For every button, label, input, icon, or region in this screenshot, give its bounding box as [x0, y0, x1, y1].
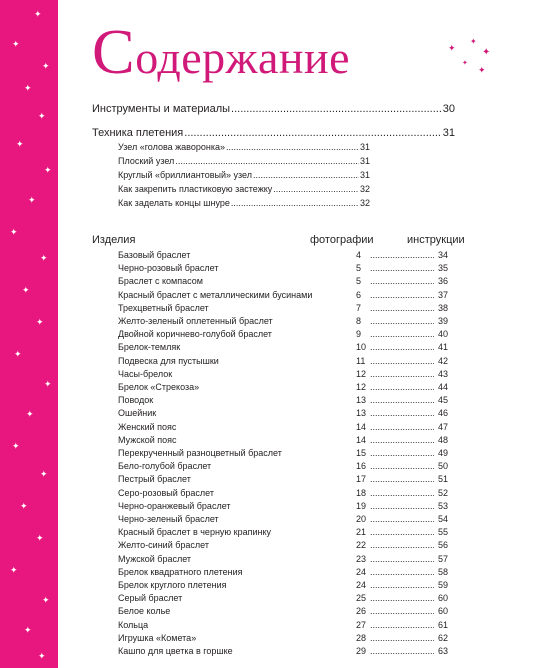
- product-photo-page: 28: [356, 632, 367, 643]
- product-instruction-page: 58: [437, 566, 448, 577]
- dot-leader: [370, 263, 434, 273]
- product-name: Красный браслет в черную крапинку: [118, 527, 272, 538]
- product-instruction-page: 53: [437, 500, 448, 511]
- dot-leader: [253, 171, 359, 180]
- dot-leader: [370, 250, 434, 260]
- product-name: Мужской браслет: [118, 553, 192, 564]
- product-name: Брелок круглого плетения: [118, 580, 227, 590]
- page-title: Содержание: [92, 16, 351, 87]
- product-name: Трехцветный браслет: [118, 302, 209, 313]
- product-name: Двойной коричнево-голубой браслет: [118, 329, 272, 340]
- product-photo-page: 15: [356, 448, 367, 458]
- product-name: Черно-зеленый браслет: [118, 514, 219, 524]
- toc-subentry-label: Как закрепить пластиковую застежку: [118, 184, 273, 194]
- product-row: [118, 554, 448, 566]
- product-row: [118, 395, 448, 407]
- product-photo-page: 23: [356, 553, 367, 564]
- product-row: [118, 263, 448, 275]
- product-instruction-page: 55: [437, 527, 448, 538]
- product-instruction-page: 48: [437, 434, 448, 445]
- product-instruction-page: 39: [437, 316, 448, 326]
- star-icon: ✦: [10, 227, 18, 237]
- toc-subentry: [118, 143, 370, 152]
- toc-subentry-page: 31: [359, 142, 370, 152]
- products-header: [92, 234, 477, 248]
- dot-leader: [370, 620, 434, 630]
- product-row: [118, 593, 448, 605]
- product-photo-page: 5: [356, 263, 362, 274]
- product-photo-page: 26: [356, 606, 367, 617]
- toc-subentry-label: Плоский узел: [118, 156, 175, 166]
- product-row: [118, 290, 448, 302]
- star-icon: ✦: [42, 61, 50, 71]
- product-row: [118, 448, 448, 460]
- product-photo-page: 4: [356, 250, 362, 260]
- product-instruction-page: 42: [437, 355, 448, 366]
- dot-leader: [370, 567, 434, 577]
- star-icon: ✦: [36, 317, 44, 327]
- product-instruction-page: 45: [437, 395, 448, 406]
- dot-leader: [226, 143, 359, 152]
- star-icon: ✦: [448, 43, 456, 53]
- dot-leader: [370, 382, 434, 392]
- product-row: [118, 474, 448, 486]
- dot-leader: [370, 514, 434, 524]
- product-name: Подвеска для пустышки: [118, 355, 219, 366]
- product-name: Желто-зеленый оплетенный браслет: [118, 316, 273, 326]
- product-row: [118, 382, 448, 394]
- product-instruction-page: 57: [437, 553, 448, 564]
- product-instruction-page: 61: [437, 619, 448, 630]
- product-name: Базовый браслет: [118, 250, 191, 260]
- product-instruction-page: 52: [437, 487, 448, 498]
- dot-leader: [273, 185, 359, 194]
- product-instruction-page: 60: [437, 593, 448, 604]
- product-photo-page: 14: [356, 434, 367, 445]
- toc-subentry: [118, 171, 370, 180]
- column-photos-header: фотографии: [310, 234, 374, 246]
- product-row: [118, 250, 448, 262]
- products-heading: Изделия: [92, 234, 136, 246]
- star-icon: ✦: [44, 165, 52, 175]
- dot-leader: [370, 329, 434, 339]
- star-icon: ✦: [10, 565, 18, 575]
- star-icon: ✦: [12, 441, 20, 451]
- product-instruction-page: 49: [437, 448, 448, 458]
- product-photo-page: 18: [356, 487, 367, 498]
- product-photo-page: 7: [356, 302, 362, 313]
- toc-entry-label: Техника плетения: [92, 127, 184, 139]
- product-name: Черно-розовый браслет: [118, 263, 219, 274]
- product-photo-page: 14: [356, 421, 367, 432]
- product-name: Серый браслет: [118, 593, 183, 604]
- dot-leader: [370, 342, 434, 352]
- product-instruction-page: 38: [437, 302, 448, 313]
- dot-leader: [370, 488, 434, 498]
- product-photo-page: 13: [356, 395, 367, 406]
- star-icon: ✦: [38, 111, 46, 121]
- product-row: [118, 422, 448, 434]
- dot-leader: [370, 540, 434, 550]
- product-name: Белое колье: [118, 606, 171, 617]
- star-icon: ✦: [22, 285, 30, 295]
- product-row: [118, 342, 448, 354]
- product-name: Мужской пояс: [118, 434, 177, 445]
- product-name: Красный браслет с металлическими бусинами: [118, 289, 313, 300]
- product-instruction-page: 62: [437, 632, 448, 643]
- dot-leader: [370, 356, 434, 366]
- product-instruction-page: 46: [437, 408, 448, 419]
- product-row: [118, 646, 448, 658]
- dot-leader: [370, 290, 434, 300]
- product-instruction-page: 47: [437, 421, 448, 432]
- product-instruction-page: 40: [437, 329, 448, 340]
- product-instruction-page: 41: [437, 342, 448, 353]
- product-name: Кольца: [118, 619, 149, 630]
- star-icon: ✦: [40, 469, 48, 479]
- dot-leader: [370, 580, 434, 590]
- product-instruction-page: 50: [437, 461, 448, 472]
- product-row: [118, 408, 448, 420]
- star-icon: ✦: [478, 65, 486, 75]
- dot-leader: [370, 408, 434, 418]
- toc-entry-page: 30: [442, 103, 455, 115]
- product-photo-page: 29: [356, 646, 367, 656]
- product-row: [118, 435, 448, 447]
- star-icon: ✦: [36, 533, 44, 543]
- product-row: [118, 303, 448, 315]
- dot-leader: [370, 633, 434, 643]
- toc-entry-technique: [92, 128, 455, 139]
- dot-leader: [370, 554, 434, 564]
- product-row: [118, 276, 448, 288]
- dot-leader: [370, 606, 434, 616]
- product-instruction-page: 36: [437, 276, 448, 287]
- product-photo-page: 17: [356, 474, 367, 485]
- star-icon: ✦: [462, 60, 468, 67]
- toc-subentry-label: Как заделать концы шнуре: [118, 198, 230, 208]
- product-photo-page: 22: [356, 540, 367, 551]
- product-row: [118, 461, 448, 473]
- product-instruction-page: 54: [437, 514, 448, 524]
- dot-leader: [184, 128, 441, 139]
- toc-subentry-label: Узел «голова жаворонка»: [118, 142, 225, 152]
- column-instructions-header: инструкции: [407, 234, 465, 246]
- star-icon: ✦: [20, 501, 28, 511]
- product-row: [118, 633, 448, 645]
- product-row: [118, 369, 448, 381]
- toc-entry-tools: [92, 104, 455, 115]
- product-photo-page: 24: [356, 580, 367, 590]
- product-instruction-page: 60: [437, 606, 448, 617]
- product-row: [118, 540, 448, 552]
- dot-leader: [370, 316, 434, 326]
- product-name: Игрушка «Комета»: [118, 632, 197, 643]
- product-row: [118, 606, 448, 618]
- product-row: [118, 567, 448, 579]
- product-row: [118, 356, 448, 368]
- star-icon: ✦: [40, 253, 48, 263]
- product-name: Часы-брелок: [118, 368, 173, 379]
- toc-subentry-label: Круглый «бриллиантовый» узел: [118, 170, 252, 180]
- toc-subentry-page: 32: [359, 198, 370, 208]
- star-icon: ✦: [34, 9, 42, 19]
- dot-leader: [370, 395, 434, 405]
- product-name: Бело-голубой браслет: [118, 461, 212, 472]
- star-icon: ✦: [24, 83, 32, 93]
- toc-subentry: [118, 185, 370, 194]
- product-photo-page: 11: [356, 355, 366, 366]
- product-instruction-page: 37: [437, 289, 448, 300]
- dot-leader: [370, 276, 434, 286]
- product-name: Кашпо для цветка в горшке: [118, 646, 233, 656]
- toc-subentry-page: 31: [359, 156, 370, 166]
- product-photo-page: 13: [356, 408, 367, 419]
- pink-sidebar: [0, 0, 58, 668]
- star-icon: ✦: [26, 409, 34, 419]
- product-name: Поводок: [118, 395, 154, 406]
- product-row: [118, 514, 448, 526]
- toc-subentry: [118, 199, 370, 208]
- product-photo-page: 20: [356, 514, 367, 524]
- product-photo-page: 16: [356, 461, 367, 472]
- product-name: Пестрый браслет: [118, 474, 191, 485]
- product-row: [118, 488, 448, 500]
- dot-leader: [370, 369, 434, 379]
- dot-leader: [370, 646, 434, 656]
- star-icon: ✦: [24, 625, 32, 635]
- product-instruction-page: 35: [437, 263, 448, 274]
- star-icon: ✦: [12, 39, 20, 49]
- product-instruction-page: 44: [437, 382, 448, 392]
- product-name: Женский пояс: [118, 421, 177, 432]
- product-photo-page: 12: [356, 382, 367, 392]
- star-icon: ✦: [482, 47, 491, 58]
- dot-leader: [370, 461, 434, 471]
- decorative-stars: [448, 38, 498, 78]
- star-icon: ✦: [42, 595, 50, 605]
- product-photo-page: 5: [356, 276, 362, 287]
- product-instruction-page: 51: [437, 474, 448, 485]
- dot-leader: [370, 435, 434, 445]
- product-name: Браслет с компасом: [118, 276, 203, 287]
- product-instruction-page: 59: [437, 580, 448, 590]
- product-instruction-page: 34: [437, 250, 448, 260]
- product-photo-page: 24: [356, 566, 367, 577]
- dot-leader: [370, 474, 434, 484]
- product-name: Перекрученный разноцветный браслет: [118, 448, 282, 458]
- product-instruction-page: 43: [437, 368, 448, 379]
- toc-subentry-page: 32: [359, 184, 370, 194]
- product-name: Брелок-темляк: [118, 342, 181, 353]
- dot-leader: [370, 527, 434, 537]
- product-row: [118, 527, 448, 539]
- product-photo-page: 6: [356, 289, 362, 300]
- dot-leader: [370, 593, 434, 603]
- dot-leader: [370, 303, 434, 313]
- product-name: Брелок квадратного плетения: [118, 566, 243, 577]
- product-name: Брелок «Стрекоза»: [118, 382, 200, 392]
- product-photo-page: 8: [356, 316, 362, 326]
- product-photo-page: 9: [356, 329, 362, 340]
- product-name: Желто-синий браслет: [118, 540, 209, 551]
- product-name: Серо-розовый браслет: [118, 487, 214, 498]
- product-row: [118, 620, 448, 632]
- star-icon: ✦: [14, 349, 22, 359]
- product-name: Черно-оранжевый браслет: [118, 500, 231, 511]
- dot-leader: [231, 104, 442, 115]
- star-icon: ✦: [16, 139, 24, 149]
- star-icon: ✦: [38, 651, 46, 661]
- product-row: [118, 329, 448, 341]
- toc-entry-label: Инструменты и материалы: [92, 103, 231, 115]
- toc-subentry: [118, 157, 370, 166]
- product-name: Ошейник: [118, 408, 157, 419]
- product-row: [118, 316, 448, 328]
- star-icon: ✦: [470, 37, 477, 46]
- dot-leader: [370, 422, 434, 432]
- product-instruction-page: 63: [437, 646, 448, 656]
- toc-subentry-page: 31: [359, 170, 370, 180]
- star-icon: ✦: [44, 379, 52, 389]
- product-row: [118, 580, 448, 592]
- product-photo-page: 21: [356, 527, 367, 538]
- star-icon: ✦: [28, 195, 36, 205]
- product-photo-page: 19: [356, 500, 367, 511]
- product-instruction-page: 56: [437, 540, 448, 551]
- dot-leader: [370, 501, 434, 511]
- product-photo-page: 25: [356, 593, 367, 604]
- dot-leader: [231, 199, 359, 208]
- product-row: [118, 501, 448, 513]
- dot-leader: [370, 448, 434, 458]
- dot-leader: [175, 157, 359, 166]
- product-photo-page: 27: [356, 619, 367, 630]
- product-photo-page: 12: [356, 368, 367, 379]
- toc-entry-page: 31: [442, 127, 455, 139]
- product-photo-page: 10: [356, 342, 367, 353]
